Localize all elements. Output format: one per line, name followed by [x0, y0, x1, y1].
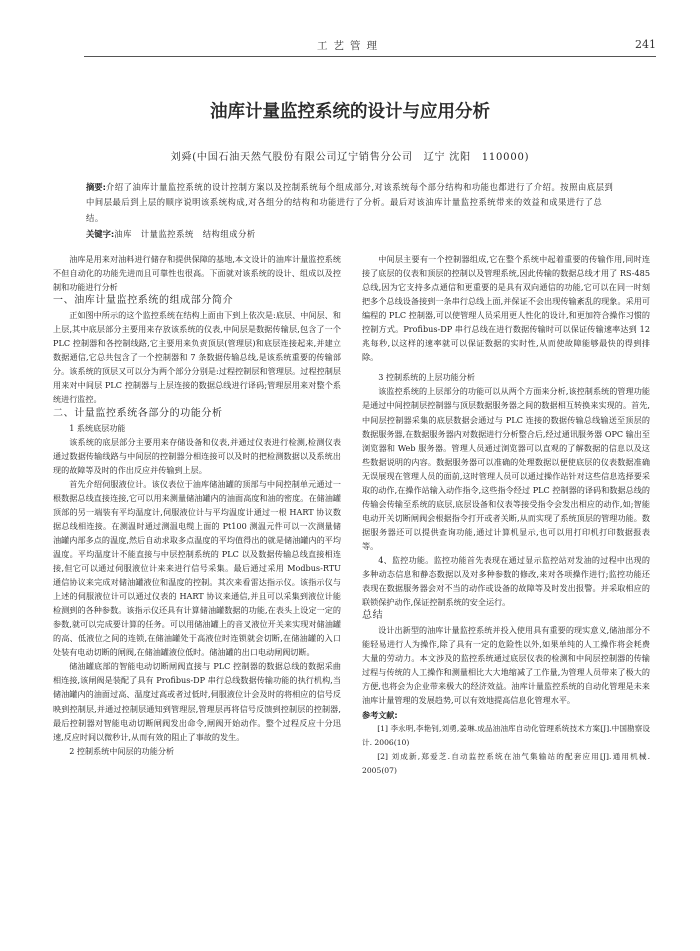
- section-heading-2: 二、计量监控系统各部分的功能分析: [53, 407, 223, 419]
- subsection-heading-1: 1 系统底层功能: [69, 422, 126, 433]
- keywords: [86, 227, 616, 242]
- summary-heading: 总结: [362, 610, 384, 622]
- abstract-text: 介绍了油库计量监控系统的设计控制方案以及控制系统每个组成部分,对该系统每个部分结构和功能也都进行了介绍。按照由底层到中间层最后到上层的顺序说明该系统构成,对各组分的结构和功能进行了分析。最后对该油库计量监控系统带来的效益和成果进行了总结。: [86, 182, 614, 223]
- keywords-label: 关键字:: [86, 229, 115, 239]
- header-rule: [84, 56, 656, 57]
- abstract: [86, 180, 616, 226]
- page-number: 241: [635, 38, 656, 51]
- paper-title: 油库计量监控系统的设计与应用分析: [210, 102, 490, 122]
- sub1-paragraph-3: 储油罐底部的智能电动切断闸阀直接与 PLC 控制器的数据总线的数据采曲相连接,该闸阀是装配了具有 Profibus-DP 串行总线数据传输功能的执行机构,当储油罐内的油面过高、温度过高或者过低时,伺服液位计会及时的将相应的信号反映到控制层,并通过控制层通知到管理层,管理层再将信号反馈到控制层的控制器,最后控制器对智能电动切断闸阀发出命令,闸阀开始动作。整个过程反应十分迅速,反应时间以微秒计,从而有效的阻止了事故的发生。: [53, 661, 341, 742]
- reference-item: [1] 李永明,李艳钊,刘勇,姜琳.成品油油库自动化管理系统技术方案[J].中国勘察设计. 2006(10): [362, 723, 650, 747]
- section-heading-1: 一、油库计量监控系统的组成部分简介: [53, 295, 234, 307]
- abstract-label: 摘要:: [86, 182, 106, 192]
- running-title: 工艺管理: [317, 40, 383, 52]
- reference-item: [2] 刘成新,郑爱芝.自动监控系统在油气集输站的配套应用[J].通用机械. 2005(07): [362, 751, 650, 775]
- intro-paragraph: 油库是用来对油料进行储存和提供保障的基地,本文设计的油库计量监控系统不但自动化的功能先进而且可靠性也很高。下面就对该系统的设计、组成以及控制和功能进行分析: [53, 254, 341, 293]
- sub1-paragraph-2: 首先介绍伺服液位计。该仪表位于油库储油罐的顶部与中间控制单元通过一根数据总线直接连接,它可以用来测量储油罐内的油面高度和油的密度。在储油罐顶部的另一端装有平均温度计,伺服液位计与平均温度计通过一根 HART 协议数据总线相连接。在测温时通过测温电缆上面的 Pt100 测温元件可以一次测量储油罐内部多点的温度,然后自动求取多点温度的平均值得出的就是储油罐内的平均温度。平均温度计不能直接与中层控制系统的 PLC 以及数据传输总线直接相连接,但它可以通过伺服液位计来来进行信号采集。最后通过采用 Modbus-RTU 通信协议来完成对储油罐液位和温度的控制。其次来看雷达指示仪。该指示仪与上述的伺服液位计可以通过仪表的 HART 协议来通信,并且可以采集到液位计能检测到的各种参数。该指示仪还具有计算储油罐数据的功能,在表头上设定一定的参数,就可以完成要计算的任务。可以用储油罐上的音叉液位开关来实现对储油罐的高、低液位之间的连锁,在储油罐处于高液位时连锁就会切断,在储油罐的入口处装有电动切断的闸阀,在储油罐液位低时。储油罐的出口电动闸阀切断。: [53, 478, 341, 658]
- summary-paragraph: 设计出新型的油库计量监控系统并投入使用具有重要的现实意义,储油部分不能轻易进行人为操作,除了具有一定的危险性以外,如果单纯的人工操作将会耗费大量的劳动力。本文涉及的监控系统通过底层仪表的检测和中间层控制器的传输过程与传统的人工操作和测量相比大大地缩减了工作量,为管理人员带来了极大的方便,也将会为企业带来极大的经济效益。油库计量监控系统的自动化管理是未来油库计量管理的发展趋势,可以有效地提高信息化管理水平。: [362, 625, 650, 706]
- sub3-paragraph: 该监控系统的上层部分的功能可以从两个方面来分析,该控制系统的管理功能是通过中间控制层控制器与顶层数据服务器之间的数据相互转换来实现的。首先,中间层控制器采集的底层数据会通过与 PLC 连接的数据传输总线输送至顶层的数据服务器,在数据服务器内对数据进行分析整合后,经过通讯服务器 OPC 输出至浏览器和 Web 服务器。管理人员通过浏览器可以直观的了解数据的信息以及这些数据说明的内容。数据服务器可以准确的处理数据以便使底层的仪表数据准确无误展现在管理人员的面前,这时管理人员可以通过操作站针对这些信息选择要采取的动作,在操作站输入动作指令,这些指令经过 PLC 控制器的译码和数据总线的传输会传输至系统的底层,底层设备和仪表等接受指令会发出相应的动作,如;智能电动开关切断闸阀会根据指令打开或者关断,从而实现了系统顶层的管理功能。数据服务器还可以提供查询功能,通过计算机显示,也可以用打印机打印数据报表等。: [362, 386, 650, 551]
- sub4-text: 监控功能首先表现在通过显示监控站对发油的过程中出现的多种动态信息和静态数据以及对多种参数的修改,来对各项操作进行;监控功能还表现在数据服务器会对不当的动作或设备的故障等及时发出报警。并采取相应的联锁保护动作,保证控制系统的安全运行。: [362, 554, 650, 608]
- author-affiliation: 刘舜(中国石油天然气股份有限公司辽宁销售分公司 辽宁 沈阳 110000): [170, 152, 530, 163]
- middle-layer-paragraph: 中间层主要有一个控制器组成,它在整个系统中起着重要的传输作用,同时连接了底层的仪表和顶层的控制以及管理系统,因此传输的数据总线才用了 RS-485 总线,因为它支持多点通信和更重要的是具有双向通信的功能,它可以在同一时刻把多个总线设备接到一条串行总线上面,并保证不会出现传输紊乱的现象。采用可编程的 PLC 控制器,可以使管理人员采用更人性化的设计,和更加符合操作习惯的控制方式。Profibus-DP 串行总线在进行数据传输时可以保证传输速率达到 12 兆每秒,以这样的速率就可以保证数据的实时性,从而使故障能够最快的得到排除。: [362, 254, 650, 363]
- monitoring-paragraph: [362, 553, 650, 609]
- references-heading: 参考文献:: [362, 709, 398, 720]
- keywords-text: 油库 计量监控系统 结构组成分析: [114, 229, 256, 239]
- right-column: [362, 252, 650, 778]
- subsection-heading-4: 4、监控功能。: [378, 554, 434, 565]
- left-column: [53, 252, 341, 758]
- sub1-paragraph-1: 该系统的底层部分主要用来存储设备和仪表,并通过仪表进行检测,检测仪表通过数据传输线路与中间层的控制器分相连接可以及时的把检测数据以及系统出现的故障等及时的作出反应并传输到上层。: [53, 436, 341, 475]
- section1-paragraph: 正如图中所示的这个监控系统在结构上面由下到上依次是:底层、中间层、和上层,其中底层部分主要用来存放该系统的仪表,中间层是数据传输层,包含了一个 PLC 控制器和各控制线路,它主要用来负责顶层(管理层)和底层连接起来,并建立数据通信,它总共包含了一个控制器和 7 条数据传输总线,是该系统重要的传输部分。该系统的顶层又可以分为两个部分分别是:过程控制层和管理层。过程控制层用来对中间层 PLC 控制器与上层连接的数据总线进行译码;管理层用来对整个系统进行监控。: [53, 310, 341, 405]
- subsection-heading-3: 3 控制系统的上层功能分析: [378, 372, 475, 383]
- subsection-heading-2: 2 控制系统中间层的功能分析: [69, 745, 175, 756]
